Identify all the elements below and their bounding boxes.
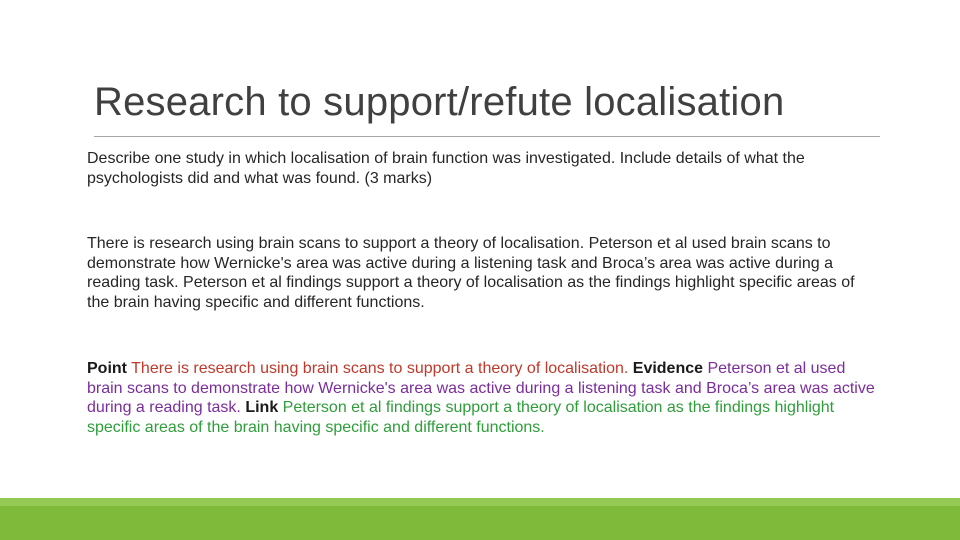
evidence-label: Evidence: [632, 360, 704, 377]
footer-bar: [0, 498, 960, 540]
link-text: Peterson et al findings support a theory of localisation as the findings highlight specific areas of the brain having specific and different functions.: [87, 399, 835, 436]
question-text: Describe one study in which localisation of brain function was investigated. Include details of what the psychologists did and what was found. (3 marks): [87, 150, 805, 187]
point-text: There is research using brain scans to support a theory of localisation.: [131, 360, 629, 377]
link-label: Link: [245, 399, 279, 416]
evidence-text: Peterson et al used brain scans to demonstrate how Wernicke's area was active during a listening task and Broca’s area was active during a reading task.: [87, 360, 875, 416]
model-answer-text: There is research using brain scans to support a theory of localisation. Peterson et al used brain scans to demonstrate how Wernicke's area was active during a listening task and Broca’s area was active during a reading task. Peterson et al findings support a theory of localisation as the findings highlight specific areas of the brain having specific and different functions.: [87, 235, 855, 311]
slide-title: Research to support/refute localisation: [94, 80, 785, 124]
title-divider: [94, 136, 880, 137]
pel-answer: [87, 359, 877, 437]
point-label: Point: [87, 360, 127, 377]
footer-stripe: [0, 498, 960, 506]
